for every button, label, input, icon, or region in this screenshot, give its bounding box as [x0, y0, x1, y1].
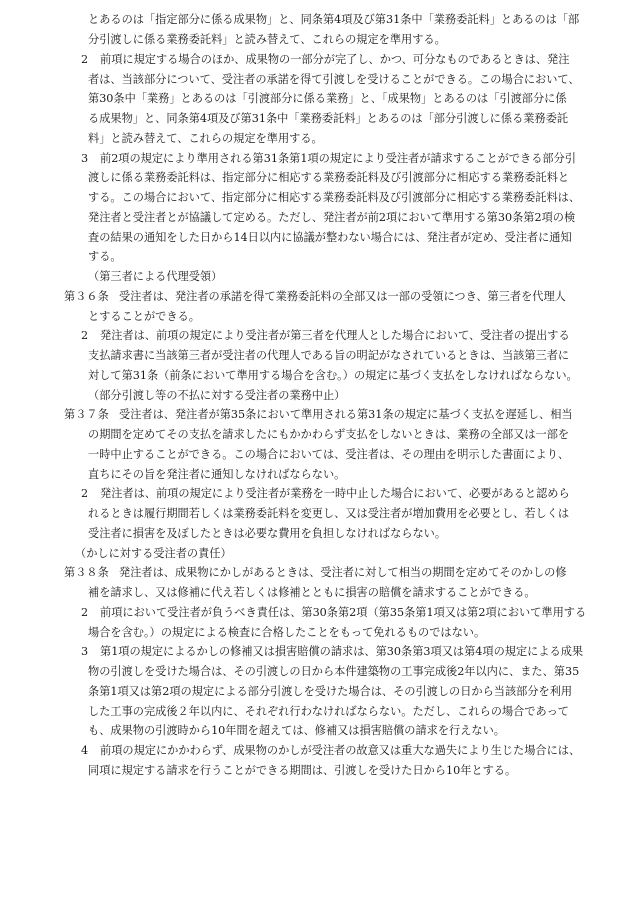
paragraph-number: 2 [81, 487, 89, 500]
text-line: 発注者と受注者とが協議して定める。ただし、発注者が前2項において準用する第30条第2項の検 [88, 211, 576, 224]
paragraph-number: 3 [81, 152, 89, 165]
text-line: 場合を含む。）の規定による検査に合格したことをもって免れるものではない。 [88, 626, 486, 639]
text-line: 査の結果の通知をした日から14日以内に協議が整わない場合には、発注者が定め、受注者に通知 [88, 231, 572, 244]
article-first-line [64, 287, 566, 307]
text-line: 支払請求書に当該第三者が受注者の代理人である旨の明記がなされているときは、当該第三者に [88, 349, 570, 362]
text-line: 受注者は、発注者が第35条において準用される第31条の規定に基づく支払を遅延し、相当 [119, 408, 573, 421]
text-line: 分引渡しに係る業務委託料」と読み替えて、これらの規定を準用する。 [88, 33, 446, 46]
article-heading: （かしに対する受注者の責任） [75, 547, 232, 560]
article-heading: （部分引渡し等の不払に対する受注者の業務中止） [88, 389, 346, 402]
paragraph-first-line [81, 603, 586, 623]
paragraph-number: 2 [81, 606, 89, 619]
text-line: 第1項の規定によるかしの修補又は損害賠償の請求は、第30条第3項又は第4項の規定による成果 [100, 645, 584, 658]
article-number: 第３７条 [64, 408, 109, 421]
text-line: 前項の規定にかかわらず、成果物のかしが受注者の故意又は重大な過失により生じた場合には、 [100, 744, 581, 757]
paragraph-first-line [81, 149, 576, 169]
text-line: れるときは履行期間若しくは業務委託料を変更し、又は受注者が増加費用を必要とし、若しくは [88, 507, 570, 520]
text-line: 補を請求し、又は修補に代え若しくは修補とともに損害の賠償を請求することができる。 [88, 586, 536, 599]
paragraph-number: 4 [81, 744, 89, 757]
paragraph-first-line [81, 50, 569, 70]
paragraph-first-line [81, 484, 570, 504]
text-line: とすることができる。 [88, 310, 200, 323]
text-line: 条第1項又は第2項の規定による部分引渡しを受けた場合は、その引渡しの日から当該部分を利用 [88, 685, 573, 698]
text-line: 対して第31条（前条において準用する場合を含む。）の規定に基づく支払をしなければならない。 [88, 369, 578, 382]
article-number: 第３６条 [64, 290, 109, 303]
text-line: 前項において受注者が負うべき責任は、第30条第2項（第35条第1項又は第2項において準用する [100, 606, 587, 619]
paragraph-number: 2 [81, 53, 89, 66]
article-number: 第３８条 [64, 566, 109, 579]
text-line: の期間を定めてその支払を請求したにもかかわらず支払をしないときは、業務の全部又は一部を [88, 428, 570, 441]
text-line: も、成果物の引渡時から10年間を超えては、修補又は損害賠償の請求を行えない。 [88, 724, 505, 737]
article-heading: （第三者による代理受領） [88, 270, 223, 283]
paragraph-first-line [81, 326, 570, 346]
text-line: する。 [88, 250, 122, 263]
text-line: 物の引渡しを受けた場合は、その引渡しの日から本件建築物の工事完成後2年以内に、また、第35 [88, 665, 580, 678]
text-line: する。この場合において、指定部分に相応する業務委託料及び引渡部分に相応する業務委託料は、 [88, 191, 581, 204]
text-line: 前2項の規定により準用される第31条第1項の規定により受注者が請求することができる部分引 [100, 152, 576, 165]
text-line: 発注者は、前項の規定により受注者が第三者を代理人とした場合において、受注者の提出する [100, 329, 570, 342]
paragraph-first-line [81, 642, 583, 662]
paragraph-number: 3 [81, 645, 89, 658]
text-line: 渡しに係る業務委託料は、指定部分に相応する業務委託料及び引渡部分に相応する業務委託料と [88, 171, 570, 184]
paragraph-first-line [81, 741, 580, 761]
text-line: 同項に規定する請求を行うことができる期間は、引渡しを受けた日から10年とする。 [88, 764, 517, 777]
text-line: る成果物」と、同条第4項及び第31条中「業務委託料」とあるのは「部分引渡しに係る業務委託 [88, 112, 569, 125]
text-line: した工事の完成後２年以内に、それぞれ行わなければならない。ただし、これらの場合であって [88, 705, 569, 718]
text-line: 第30条中「業務」とあるのは「引渡部分に係る業務」と、「成果物」とあるのは「引渡部分に係 [88, 92, 567, 105]
article-first-line [64, 405, 573, 425]
text-line: 受注者に損害を及ぼしたときは必要な費用を負担しなければならない。 [88, 527, 447, 540]
text-line: 直ちにその旨を発注者に通知しなければならない。 [88, 468, 346, 481]
text-line: 受注者は、発注者の承諾を得て業務委託料の全部又は一部の受領につき、第三者を代理人 [119, 290, 566, 303]
text-line: 料」と読み替えて、これらの規定を準用する。 [88, 132, 323, 145]
text-line: 発注者は、成果物にかしがあるときは、受注者に対して相当の期間を定めてそのかしの修 [119, 566, 567, 579]
text-line: とあるのは「指定部分に係る成果物」と、同条第4項及び第31条中「業務委託料」とあるのは「部 [88, 13, 580, 26]
paragraph-number: 2 [81, 329, 89, 342]
text-line: 一時中止することができる。この場合においては、受注者は、その理由を明示した書面により、 [88, 448, 570, 461]
text-line: 発注者は、前項の規定により受注者が業務を一時中止した場合において、必要があると認めら [100, 487, 570, 500]
text-line: 者は、当該部分について、受注者の承諾を得て引渡しを受けることができる。この場合において、 [88, 73, 580, 86]
text-line: 前項に規定する場合のほか、成果物の一部分が完了し、かつ、可分なものであるときは、発注 [100, 53, 570, 66]
article-first-line [64, 563, 567, 583]
